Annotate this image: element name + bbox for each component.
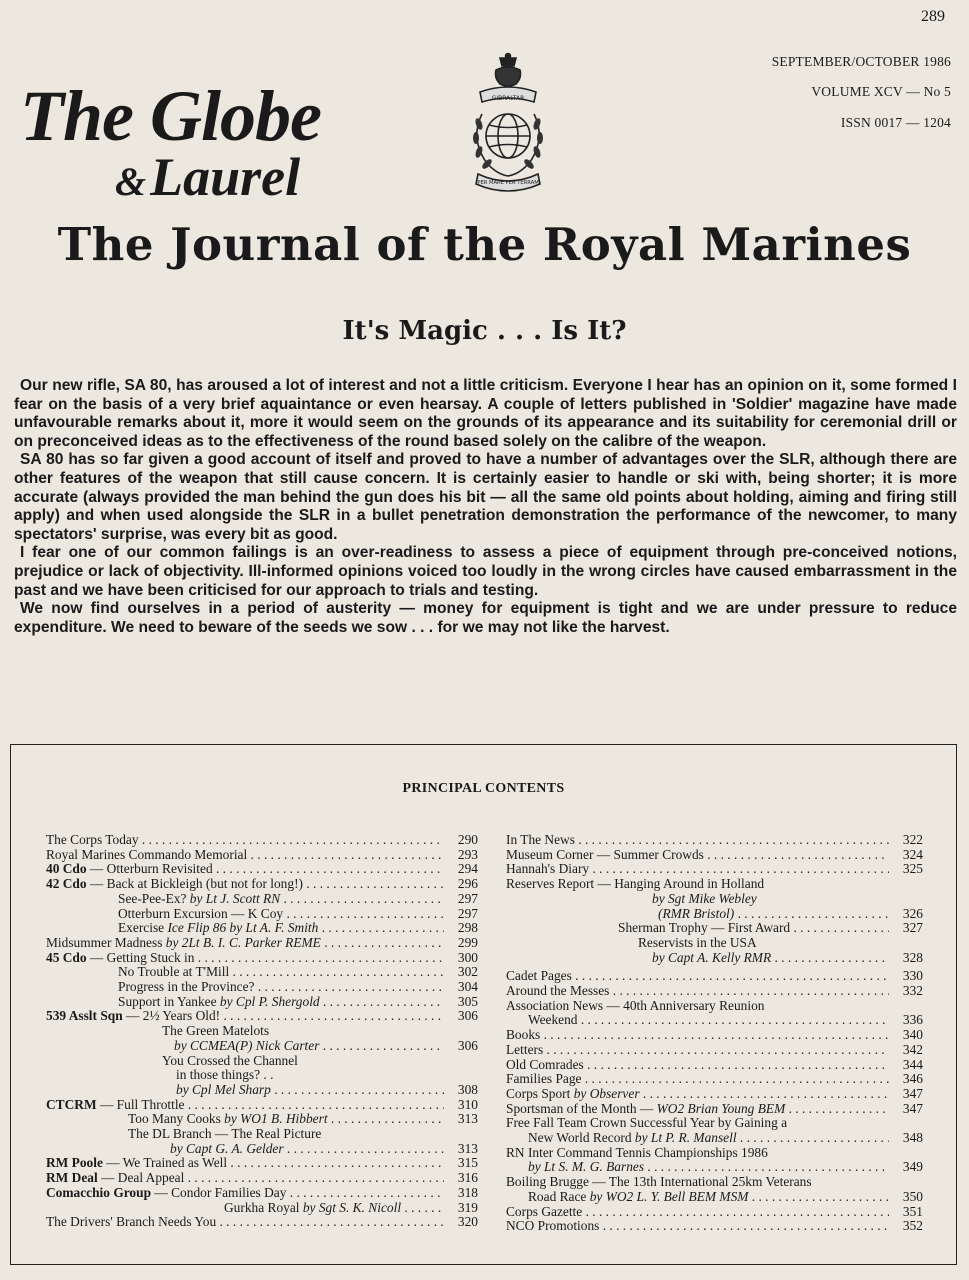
contents-entry-line: Free Fall Team Crown Successful Year by Gaining a <box>506 1115 788 1131</box>
contents-entry: Around the Messes . . . 332 <box>506 984 923 999</box>
contents-right-column <box>506 833 923 1234</box>
contents-entry: No Trouble at T'Mill . . . 302 <box>46 965 478 980</box>
contents-heading: PRINCIPAL CONTENTS <box>402 781 565 796</box>
contents-entry: The Corps Today . . . 290 <box>46 833 478 848</box>
contents-entry: The Drivers' Branch Needs You . . . 320 <box>46 1215 478 1230</box>
issue-volume: VOLUME XCV — No 5 <box>811 84 951 99</box>
contents-entry: RM Poole — We Trained as Well . . . 315 <box>46 1156 478 1171</box>
contents-entry: Hannah's Diary . . . 325 <box>506 862 923 877</box>
contents-entry: Otterburn Excursion — K Coy . . . 297 <box>46 907 478 922</box>
contents-entry-line: by Sgt Mike Webley <box>652 890 757 906</box>
crest-motto: PER MARE PER TERRAM <box>477 180 539 186</box>
contents-entry: Weekend . . . 336 <box>506 1013 923 1028</box>
contents-entry: Comacchio Group — Condor Families Day . . . 318 <box>46 1186 478 1201</box>
contents-entry: Gurkha Royal by Sgt S. K. Nicoll . . . 319 <box>46 1201 478 1216</box>
crest-top-text: GIBRALTAR <box>491 95 525 102</box>
contents-entry: New World Record by Lt P. R. Mansell . . . 348 <box>506 1131 923 1146</box>
masthead-title: The Globe <box>20 76 321 156</box>
contents-entry: 45 Cdo — Getting Stuck in . . . 300 <box>46 951 478 966</box>
contents-entry: Books . . . 340 <box>506 1028 923 1043</box>
contents-entry: See-Pee-Ex? by Lt J. Scott RN . . . 297 <box>46 892 478 907</box>
contents-entry-line: in those things? . . <box>176 1067 274 1083</box>
contents-entry-line: Reserves Report — Hanging Around in Holland <box>506 876 765 892</box>
editorial-paragraph: Our new rifle, SA 80, has aroused a lot of interest and not a little criticism. Everyone I hear has an opinion on it, some formed I fear on the basis of a very brief aquaintance or even hearsay. A couple of letters published in 'Soldier' magazine have made unfavourable remarks about it, more it would seem on the grounds of its appearance and its suitability for ceremonial drill or on preconceived ideas as to the effectiveness of the round based solely on the calibre of the weapon. <box>14 377 957 450</box>
contents-entry-line: Reservists in the USA <box>638 934 757 950</box>
contents-entry: Road Race by WO2 L. Y. Bell BEM MSM . . . 350 <box>506 1190 923 1205</box>
contents-entry-line: RN Inter Command Tennis Championships 1986 <box>506 1144 768 1160</box>
contents-entry: 40 Cdo — Otterburn Revisited . . . 294 <box>46 862 478 877</box>
contents-entry: Progress in the Province? . . . 304 <box>46 980 478 995</box>
masthead-subtitle <box>115 147 301 207</box>
contents-entry: Sherman Trophy — First Award . . . 327 <box>506 921 923 936</box>
contents-entry: NCO Promotions . . . 352 <box>506 1219 923 1234</box>
contents-entry: CTCRM — Full Throttle . . . 310 <box>46 1098 478 1113</box>
contents-entry: Letters . . . 342 <box>506 1043 923 1058</box>
contents-entry: Families Page . . . 346 <box>506 1072 923 1087</box>
contents-entry: by Cpl Mel Sharp . . . 308 <box>46 1083 478 1098</box>
contents-entry: RM Deal — Deal Appeal . . . 316 <box>46 1171 478 1186</box>
contents-entry: Royal Marines Commando Memorial . . . 293 <box>46 848 478 863</box>
contents-entry-line: The DL Branch — The Real Picture <box>128 1126 322 1142</box>
masthead-ampersand: & <box>115 159 147 204</box>
contents-entry-line: Association News — 40th Anniversary Reunion <box>506 997 765 1013</box>
contents-entry: Corps Gazette . . . 351 <box>506 1205 923 1220</box>
contents-entry: Sportsman of the Month — WO2 Brian Young BEM . . . 347 <box>506 1102 923 1117</box>
contents-entry: by CCMEA(P) Nick Carter . . . 306 <box>46 1039 478 1054</box>
contents-entry: Corps Sport by Observer . . . 347 <box>506 1087 923 1102</box>
contents-entry: (RMR Bristol) . . . 326 <box>506 907 923 922</box>
contents-entry: Too Many Cooks by WO1 B. Hibbert . . . 313 <box>46 1112 478 1127</box>
contents-entry-line: The Green Matelots <box>162 1023 270 1039</box>
contents-entry: In The News . . . 322 <box>506 833 923 848</box>
royal-marines-crest-icon <box>462 52 554 198</box>
contents-entry: 42 Cdo — Back at Bickleigh (but not for long!) . . . 296 <box>46 877 478 892</box>
contents-left-column <box>46 833 478 1230</box>
editorial-paragraph: SA 80 has so far given a good account of itself and proved to have a number of advantages over the SLR, although there are other features of the weapon that still cause concern. It is certainly easier to handle or ski with, being shorter; it is more accurate (always provided the man behind the gun does his bit — all the same old points about holding, aiming and firing still apply) and when used alongside the SLR in a bullet penetration demonstration the performance of the newcomer, to many spectators' surprise, was every bit as good. <box>14 451 957 543</box>
contents-entry: Exercise Ice Flip 86 by Lt A. F. Smith . . . 298 <box>46 921 478 936</box>
contents-entry: 539 Asslt Sqn — 2½ Years Old! . . . 306 <box>46 1009 478 1024</box>
contents-entry: by Capt A. Kelly RMR . . . 328 <box>506 951 923 966</box>
masthead-laurel: Laurel <box>150 147 301 207</box>
contents-box <box>10 744 957 1265</box>
contents-entry: Museum Corner — Summer Crowds . . . 324 <box>506 848 923 863</box>
contents-entry: Old Comrades . . . 344 <box>506 1058 923 1073</box>
issue-issn: ISSN 0017 — 1204 <box>840 115 951 130</box>
contents-entry: Support in Yankee by Cpl P. Shergold . . . 305 <box>46 995 478 1010</box>
contents-entry-line: Boiling Brugge — The 13th International 25km Veterans <box>506 1174 812 1190</box>
contents-entry-line: You Crossed the Channel <box>162 1052 298 1068</box>
journal-title: The Journal of the Royal Marines <box>57 218 912 271</box>
page-number: 289 <box>921 8 945 25</box>
issue-date: SEPTEMBER/OCTOBER 1986 <box>771 54 951 69</box>
editorial-body <box>14 377 957 637</box>
contents-entry: by Lt S. M. G. Barnes . . . 349 <box>506 1160 923 1175</box>
article-title: It's Magic . . . Is It? <box>342 316 627 346</box>
editorial-paragraph: We now find ourselves in a period of austerity — money for equipment is tight and we are under pressure to reduce expenditure. We need to beware of the seeds we sow . . . for we may not like the harvest. <box>14 600 957 636</box>
contents-entry: Cadet Pages . . . 330 <box>506 969 923 984</box>
contents-entry: Midsummer Madness by 2Lt B. I. C. Parker REME . . . 299 <box>46 936 478 951</box>
editorial-paragraph: I fear one of our common failings is an over-readiness to assess a piece of equipment through pre-conceived notions, prejudice or lack of objectivity. Ill-informed opinions voiced too loudly in the wrong circles have caused embarrassment in the past and we have been criticised for our approach to trials and testing. <box>14 544 957 599</box>
contents-entry: by Capt G. A. Gelder . . . 313 <box>46 1142 478 1157</box>
